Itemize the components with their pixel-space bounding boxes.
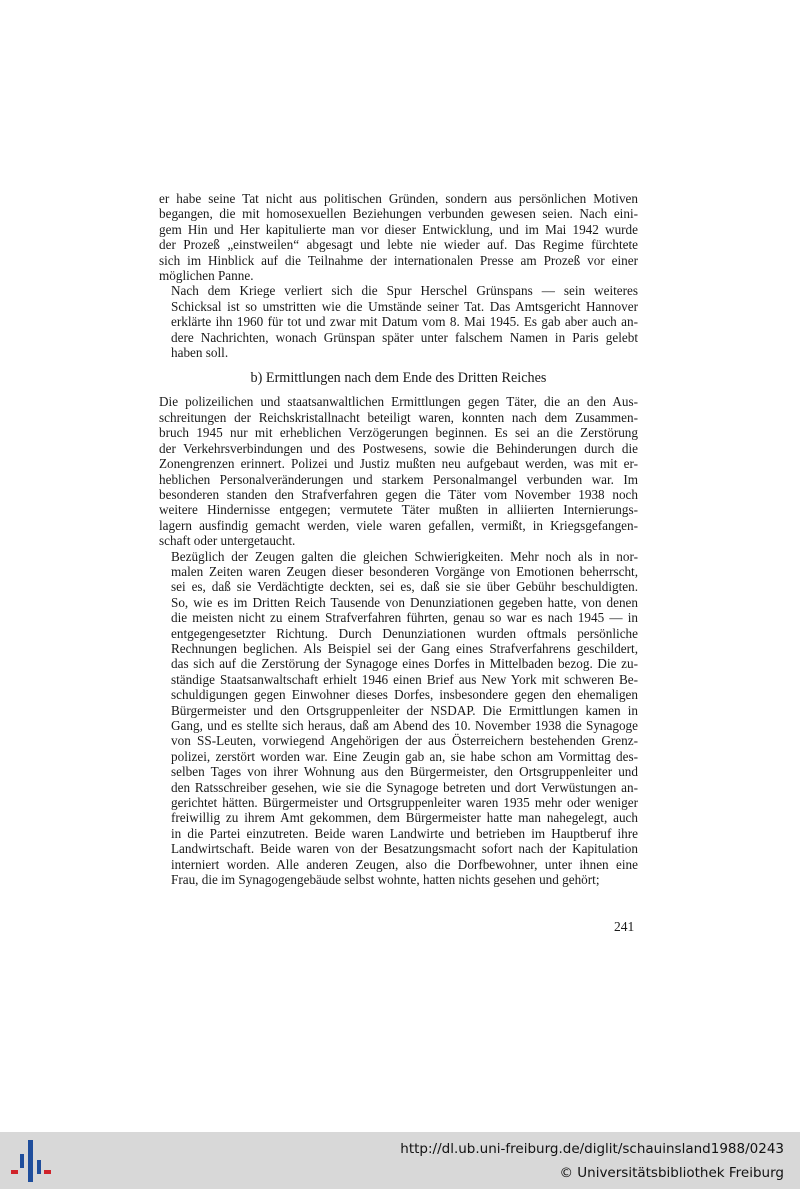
text-line: haben soll.: [171, 345, 229, 361]
text-line: er habe seine Tat nicht aus politischen Gründen, sondern aus persönlichen Motiven: [159, 191, 638, 206]
paragraph-4: [159, 549, 638, 888]
text-line: heblichen Personalveränderungen und starkem Personalmangel verbunden war. Im: [159, 471, 638, 487]
text-line: dere Nachrichten, wonach Grünspan später unter falschem Namen in Paris gelebt: [171, 329, 638, 345]
text-line: Frau, die im Synagogengebäude selbst wohnte, hatten nichts gesehen und gehört;: [171, 872, 600, 888]
text-line: besonderen standen den Strafverfahren gegen die Täter vom November 1938 noch: [159, 486, 638, 502]
text-line: Die polizeilichen und staatsanwaltlichen Ermittlungen gegen Täter, die an den Aus-: [159, 394, 638, 410]
text-line: freiwillig zu ihrem Amt gekommen, dem Bürgermeister hatte man nahegelegt, auch: [171, 810, 638, 826]
text-line: gem Hin und Her kapitulierte man vor dieser Entwicklung, und im Mai 1942 wurde: [159, 221, 638, 237]
section-heading: b) Ermittlungen nach dem Ende des Dritten Reiches: [250, 370, 547, 387]
text-line: sei es, daß sie Verdächtigte deckten, sei es, daß sie sie über Gebühr beschuldigten.: [171, 579, 638, 595]
text-line: entgegengesetzter Richtung. Durch Denunziationen wurden oftmals persönliche: [171, 625, 638, 641]
copyright-notice: © Universitätsbibliothek Freiburg: [559, 1165, 784, 1181]
text-line: interniert worden. Alle anderen Zeugen, also die Dorfbewohner, unter ihnen eine: [171, 856, 638, 872]
body-text: [159, 191, 638, 887]
text-line: bruch 1945 nur mit erheblichen Verzögerungen beginnen. Es sei an die Zerstörung: [159, 425, 638, 441]
text-line: gerichtet hätten. Bürgermeister und Ortsgruppenleiter waren 1935 mehr oder weniger: [171, 795, 638, 811]
source-url-link[interactable]: http://dl.ub.uni-freiburg.de/diglit/schauinsland1988/0243: [400, 1141, 784, 1157]
text-line: Gang, und es stellte sich heraus, daß am Abend des 10. November 1938 die Synagoge: [171, 718, 638, 733]
text-line: ständige Staatsanwaltschaft erhielt 1946 einen Brief aus New York mit schweren Be-: [171, 671, 638, 687]
text-line: von SS-Leuten, vorwiegend Angehörigen der aus Österreichern bestehenden Grenz-: [171, 733, 638, 749]
text-line: Zonengrenzen erinnert. Polizei und Justiz mußten neu aufgebaut werden, was mit er-: [159, 456, 638, 472]
text-line: Rechnungen beglichen. Als Beispiel sei der Gang eines Strafverfahrens geschildert,: [171, 640, 638, 656]
text-line: schaft oder untergetaucht.: [159, 533, 296, 549]
text-line: So, wie es im Dritten Reich Tausende von Denunziationen gegeben hatte, von denen: [171, 594, 638, 610]
paragraph-2: [159, 283, 638, 360]
text-line: polizei, zerstört worden war. Eine Zeugin gab an, sie habe schon am Vormittag des-: [171, 748, 638, 764]
text-line: malen Zeiten waren Zeugen dieser besonderen Vorgänge von Emotionen beherrscht,: [171, 563, 638, 579]
text-line: weitere Hindernisse entgegen; vermutete Täter mußten in alliierten Internierungs-: [159, 502, 638, 518]
text-line: den Ratsschreiber gesehen, wie sie die Synagoge betreten und dort Verwüstungen an-: [171, 779, 638, 795]
text-line: Bezüglich der Zeugen galten die gleichen Schwierigkeiten. Mehr noch als in nor-: [171, 548, 638, 564]
paragraph-3: [159, 394, 638, 548]
page-number: 241: [614, 919, 635, 934]
text-line: in die Partei einzutreten. Beide waren Landwirte und betrieben im Hauptberuf ihre: [171, 825, 638, 841]
ub-freiburg-logo-icon: [10, 1138, 52, 1184]
text-line: das sich auf die Zerstörung der Synagoge eines Dorfes in Mittelbaden bezog. Die zu-: [171, 656, 638, 672]
text-line: begangen, die mit homosexuellen Beziehungen verbunden gewesen seien. Nach eini-: [159, 206, 638, 222]
text-line: Nach dem Kriege verliert sich die Spur Herschel Grünspans — sein weiteres: [171, 283, 638, 299]
text-line: möglichen Panne.: [159, 268, 254, 284]
text-line: Schicksal ist so umstritten wie die Umstände seiner Tat. Das Amtsgericht Hannover: [171, 298, 638, 314]
text-line: erklärte ihn 1960 für tot und zwar mit Datum vom 8. Mai 1945. Es gab aber auch an-: [171, 314, 638, 330]
text-line: der Prozeß „einstweilen“ abgesagt und lebte nie wieder auf. Das Regime fürchtete: [159, 237, 638, 253]
footer-bar: [0, 1132, 800, 1189]
text-line: lagern ausfindig gemacht werden, viele waren gefallen, vermißt, in Kriegsgefangen-: [159, 517, 638, 533]
text-line: der Verkehrsverbindungen und des Postwesens, sowie die Behinderungen durch die: [159, 440, 638, 456]
paragraph-1: [159, 191, 638, 283]
text-line: selben Tages von ihrer Wohnung aus den Bürgermeister, den Ortsgruppenleiter und: [171, 764, 638, 780]
text-line: sich im Hinblick auf die Teilnahme der internationalen Presse am Prozeß vor einer: [159, 252, 638, 268]
text-line: Landwirtschaft. Beide waren von der Besatzungsmacht sofort nach der Kapitulation: [171, 841, 638, 857]
text-line: Bürgermeister und den Ortsgruppenleiter der NSDAP. Die Ermittlungen kamen in: [171, 702, 638, 718]
text-line: schuldigungen gegen Einwohner dieses Dorfes, insbesondere gegen den ehemaligen: [171, 687, 638, 703]
text-line: schreitungen der Reichskristallnacht beteiligt waren, konnten nach dem Zusammen-: [159, 409, 638, 425]
text-line: die meisten nicht zu einem Strafverfahren führten, genau so war es nach 1945 — in: [171, 610, 638, 626]
